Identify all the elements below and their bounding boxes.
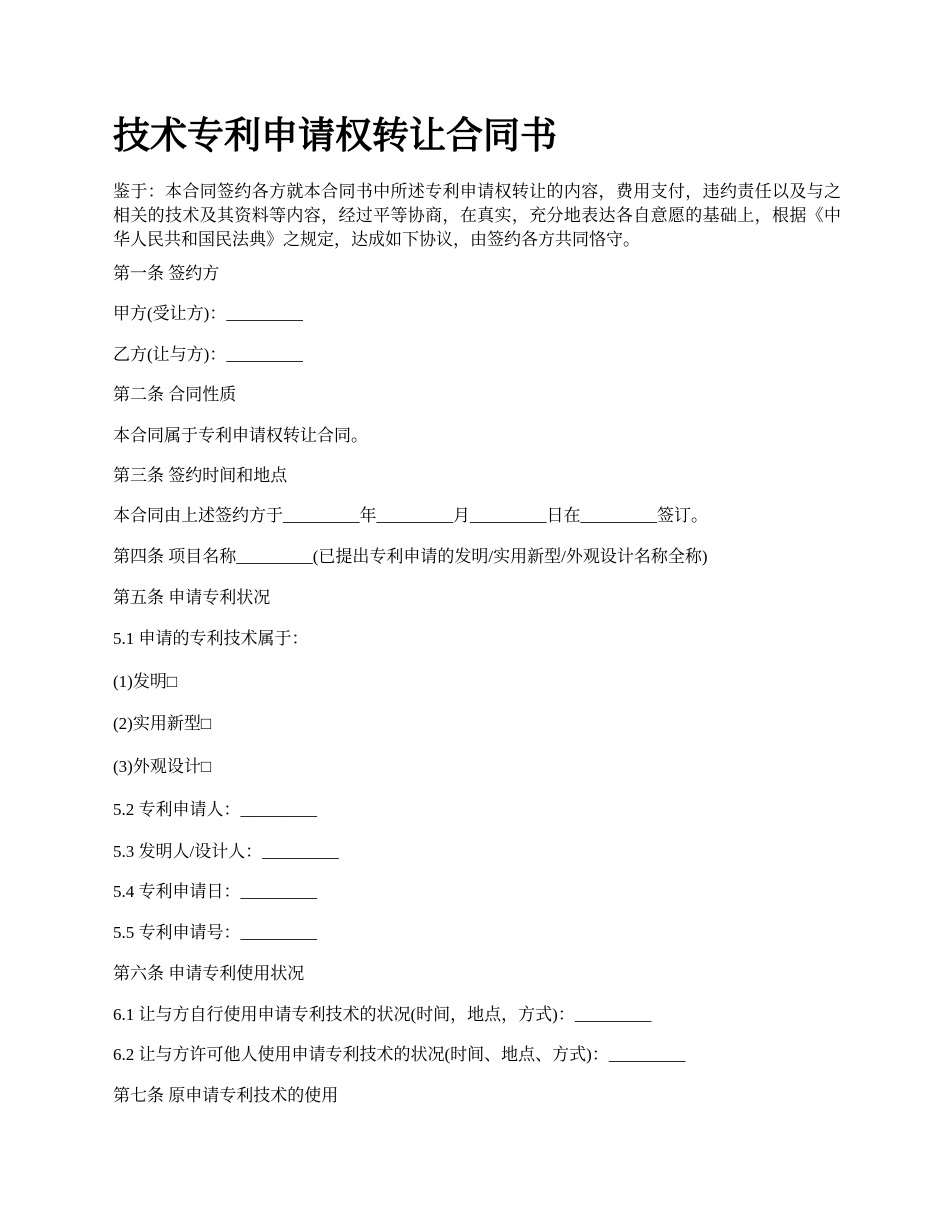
clause-6-2-line: 6.2 让与方许可他人使用申请专利技术的状况(时间、地点、方式)：_________ xyxy=(113,1045,686,1064)
article-1-heading: 第一条 签约方 xyxy=(113,264,220,283)
clause-5-3-line: 5.3 发明人/设计人：_________ xyxy=(113,842,339,861)
clause-5-5-line: 5.5 专利申请号：_________ xyxy=(113,923,317,942)
party-a-line: 甲方(受让方)：_________ xyxy=(113,304,303,323)
article-6-heading: 第六条 申请专利使用状况 xyxy=(113,964,305,983)
article-3-heading: 第三条 签约时间和地点 xyxy=(113,466,288,485)
clause-5-2-line: 5.2 专利申请人：_________ xyxy=(113,800,317,819)
option-utility-model-line: (2)实用新型□ xyxy=(113,714,212,733)
clause-5-1-line: 5.1 申请的专利技术属于： xyxy=(113,629,309,648)
article-5-heading: 第五条 申请专利状况 xyxy=(113,588,271,607)
intro-paragraph: 鉴于：本合同签约各方就本合同书中所述专利申请权转让的内容，费用支付，违约责任以及与之相关的技术及其资料等内容，经过平等协商，在真实，充分地表达各自意愿的基础上，根据《中华人民共和国民法典》之规定，达成如下协议，由签约各方共同恪守。 xyxy=(113,182,841,249)
article-4-project-name-line: 第四条 项目名称_________(已提出专利申请的发明/实用新型/外观设计名称全称) xyxy=(113,547,708,566)
signing-date-place-line: 本合同由上述签约方于_________年_________月_________日在_________签订。 xyxy=(113,506,708,525)
document-title: 技术专利申请权转让合同书 xyxy=(113,114,557,157)
clause-5-4-line: 5.4 专利申请日：_________ xyxy=(113,882,317,901)
option-design-line: (3)外观设计□ xyxy=(113,757,212,776)
clause-6-1-line: 6.1 让与方自行使用申请专利技术的状况(时间，地点，方式)：_________ xyxy=(113,1005,652,1024)
article-2-heading: 第二条 合同性质 xyxy=(113,385,237,404)
option-invention-line: (1)发明□ xyxy=(113,672,178,691)
contract-nature-line: 本合同属于专利申请权转让合同。 xyxy=(113,426,368,445)
article-7-heading: 第七条 原申请专利技术的使用 xyxy=(113,1086,339,1105)
party-b-line: 乙方(让与方)：_________ xyxy=(113,345,303,364)
